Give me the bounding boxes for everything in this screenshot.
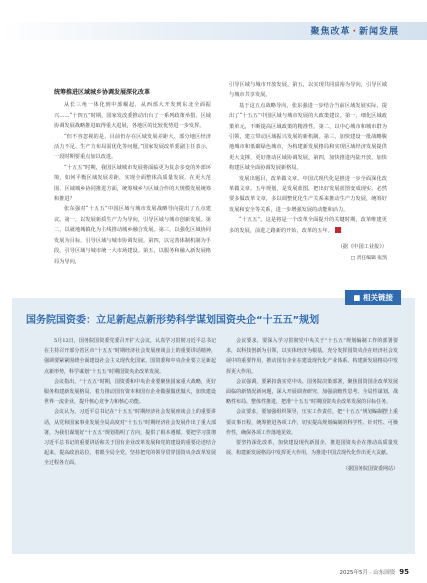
section-label [311,24,399,37]
article-left-column [54,88,211,267]
article-paragraph: “十五五”时期，我国区域城市发展将面临更为复杂多变的外部环境，如何平衡区域发展差距，实现全面整体高质量发展，在更大范围、区域城乡协同推进方面，统筹城乡与区域合作的大规模发展统筹和推进？ [54,164,211,203]
box-source: （据国务院国资委网站） [342,466,398,473]
article-paragraph: 引导区域与城市开放发展。第五，以实现共同富裕为导向，引导区域与城市共享发展。 [229,82,387,99]
page-footer [340,568,410,576]
article-right-column [229,80,387,264]
box-right-column [226,336,398,475]
subsection-name: 新闻发展 [358,27,399,37]
box-paragraph: 会议要求，要加强组织领导，压实工作责任，把“十五五”规划编制摆上重要议事日程，统筹推进各项工作，切实提高规划编制的科学性、针对性、可操作性，确保各项工作落地见效。 [226,409,398,436]
box-paragraph: 要坚持深化改革，加快建设现代新国企，推进国资央企在推动高质量发展、构建新发展格局中发挥更大作用，为推进中国式现代化作出更大贡献。 [226,440,398,457]
article-editor: □ 责任编辑 张凯 [350,255,387,261]
article-paragraph: 从长三角一体化到中部崛起，从西部大开发到东北全面振兴……“十四五”时期，国家发改委推动出台了一系列政策举措，区域协调发展战略推进取得重大进展，各地区的比较优势进一步发挥。 [54,102,211,130]
box-paragraph: 会议要求，要深入学习贯彻党中央关于“十五五”规划编制工作的部署要求，以科技创新为引领，以实体经济为根基，充分发挥国资央企在经济社会发展中的重要作用，推动国有企业在建设现代化产业体系、构建新发展格局中发挥更大作用。 [226,338,398,375]
article-paragraph: “但不容忽视的是，目前仍存在区域发展差距大、部分地区经济活力不足、生产力布局需优化等问题。”国家发展改革委副主任表示，一段时期要重点加以改进。 [54,133,211,161]
box-paragraph: 5月12日，国务院国资委党委召开扩大会议，认真学习贯彻习近平总书记在主持召开部分省区市“十五五”时期经济社会发展座谈会上的重要讲话精神，强调要紧紧围绕全面建设社会主义现代化国家，国资委和中央企业要立足新起点新形势，科学谋划“十五五”时期国资央企改革发展。 [44,338,216,375]
box-left-column [44,336,216,469]
box-paragraph: 会议指出，“十五五”时期，国资委和中央企业要聚焦国家重大战略，更好服务构建新发展格局，着力推动国有资本和国有企业做强做优做大，加快建设世界一流企业，提升核心竞争力和核心功能。 [44,378,216,406]
article-heading: 统筹推进区域城乡协调发展深化改革 [54,89,151,96]
article-paragraph: 基于这五点战略导向，张东强进一步结合当前区域发展实际，提出了“十五五”中国区域与城市发展的大政策建议。第一，细化区域政策单元，不断提高区域政策的精准性。第二，以中心城市和城市群为引领，建立带动区域振兴发展的新机制。第三，加快建设一批战略腹地城市和低碳绿色城市，为构建新发展格局和实现区域经济发展提供更大支撑，更好推动区域协调发展。第四，加快推进内陆开放，加快构建区域全面协调发展新格局。 [229,102,387,172]
section-separator: · [352,27,357,37]
page-number: 95 [399,568,409,576]
article-source: （据《中国工业报》） [337,244,387,251]
related-link-tag: ■ 相关链接 [345,290,401,305]
article-paragraph: 发展出题目，改革做文章。中国式现代化是推进一步全面深化改革做文章。五年规划，是发展蓝图，把出好发展蓝图变成现实，必然要多做改革文章，多以调整优化生产关系来推动生产力发展，统筹好发展和安全等关系，进一步增强发展的动能和活力。 [229,175,387,213]
article-paragraph [229,215,387,236]
section-name: 聚焦改革 [310,27,351,37]
issue-label: 2025年5月 · 山东国资 [339,570,396,576]
box-paragraph: 会议强调，要紧扣落实党中央、国务院决策部署，聚焦国资国企改革发展面临的新情况新问题，深入开展调查研究，加强前瞻性思考、全局性谋划、战略性布局、整体性推进，把准“十五五”时期国资央企改革发展的目标任务。 [226,378,398,406]
end-mark-icon [335,227,341,233]
article-paragraph: 张东强对“十五五”中国区域与城市发展战略导向提出了五点建议。第一，以发展新质生产力为导向，引导区域与城市创新发展。第二，以就地城镇化为主线推动城乡融合发展。第三，以强化区域协同发展为目标，引导区域与城市协调发展。第四，以完善体制机制为手段，引导区域与城市统一大市场建设。第五，以服务和融入新发展格局为导向， [54,206,211,265]
related-link-box [12,293,415,554]
related-link-title: 国务院国资委：立足新起点新形势科学谋划国资央企“十五五”规划 [26,315,320,326]
box-paragraph: 会议认为，习近平总书记在“十五五”时期经济社会发展座谈会上的重要讲话，从党和国家事业发展全局高度对“十五五”时期经济社会发展作出了重大部署，为我们谋划好“十五五”规划指明了方向，提供了根本遵循。要把学习贯彻习近平总书记的重要讲话和关于国有企业改革发展和党的建设的重要论述结合起来，提高政治站位，着眼全局全党，坚持把党的领导贯穿国资央企改革发展全过程各方面。 [44,409,216,467]
article-closing: “十五五”，这是将是一个改革全面提升的关键时期，改革唯建更多的发展，前进之路新的开始，改革的五年。 [229,217,387,234]
page-header [0,0,427,46]
